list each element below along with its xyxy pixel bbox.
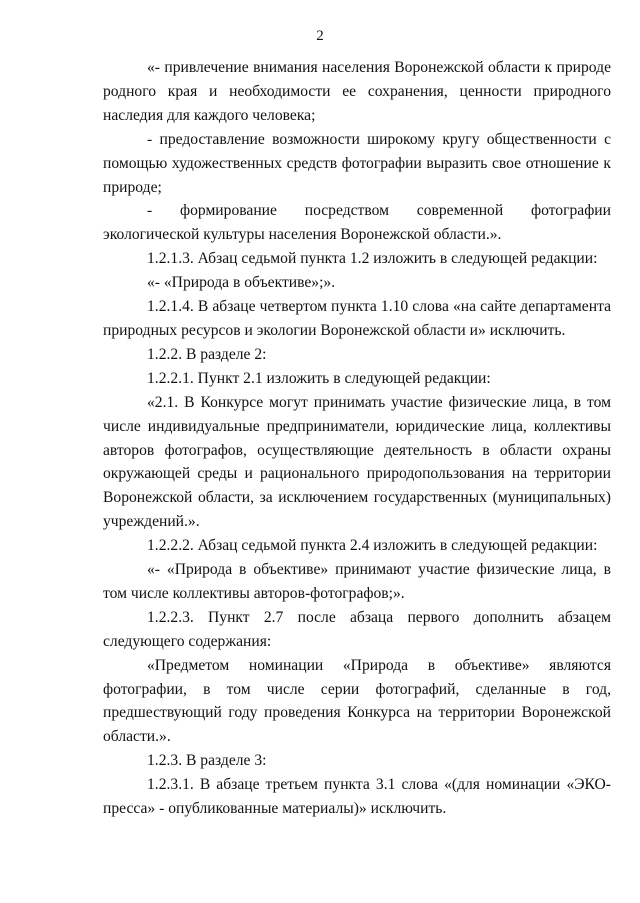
paragraph-1-2-1-4: 1.2.1.4. В абзаце четвертом пункта 1.10 слова «на сайте департамента природных ресурсов и экологии Воронежской области и» исключить. xyxy=(103,298,611,339)
page-number: 2 xyxy=(316,28,324,44)
paragraph-quote-nomination-subject: «Предметом номинации «Природа в объективе» являются фотографии, в том числе серии фотографий, сделанные в год, предшествующий году проведения Конкурса на территории Воронежской области.». xyxy=(103,656,611,746)
paragraph-1-2-3: 1.2.3. В разделе 3: xyxy=(147,752,267,770)
paragraph-1-2-3-1: 1.2.3.1. В абзаце третьем пункта 3.1 слова «(для номинации «ЭКО-пресса» - опубликованные материалы)» исключить. xyxy=(103,776,611,818)
paragraph-1-2-2: 1.2.2. В разделе 2: xyxy=(147,345,267,363)
paragraph-1-2-1-3: 1.2.1.3. Абзац седьмой пункта 1.2 изложить в следующей редакции: xyxy=(147,250,598,268)
paragraph-clause-2-1: «2.1. В Конкурсе могут принимать участие физические лица, в том числе индивидуальные предприниматели, юридические лица, коллективы авторов фотографов, осуществляющие деятельность в области охраны окружающей среды и рационального природопользования на территории Воронежской области, за исключением государственных (муниципальных) учреждений.». xyxy=(103,393,611,531)
paragraph-quote-participants: «- «Природа в объективе» принимают участие физические лица, в том числе коллективы авторов-фотографов;». xyxy=(103,561,611,602)
paragraph-goal-culture: - формирование посредством современной фотографии экологической культуры населения Воронежской области.». xyxy=(103,202,611,244)
paragraph-1-2-2-3: 1.2.2.3. Пункт 2.7 после абзаца первого дополнить абзацем следующего содержания: xyxy=(103,608,611,650)
document-body xyxy=(103,56,611,821)
paragraph-quote-nature-lens: «- «Природа в объективе»;». xyxy=(147,274,336,292)
paragraph-1-2-2-1: 1.2.2.1. Пункт 2.1 изложить в следующей редакции: xyxy=(147,369,491,387)
paragraph-goal-expression: - предоставление возможности широкому кругу общественности с помощью художественных средств фотографии выразить свое отношение к природе; xyxy=(103,130,611,196)
paragraph-1-2-2-2: 1.2.2.2. Абзац седьмой пункта 2.4 изложить в следующей редакции: xyxy=(147,537,598,555)
paragraph-goal-attention: «- привлечение внимания населения Воронежской области к природе родного края и необходимости ее сохранения, ценности природного наследия для каждого человека; xyxy=(103,59,611,124)
